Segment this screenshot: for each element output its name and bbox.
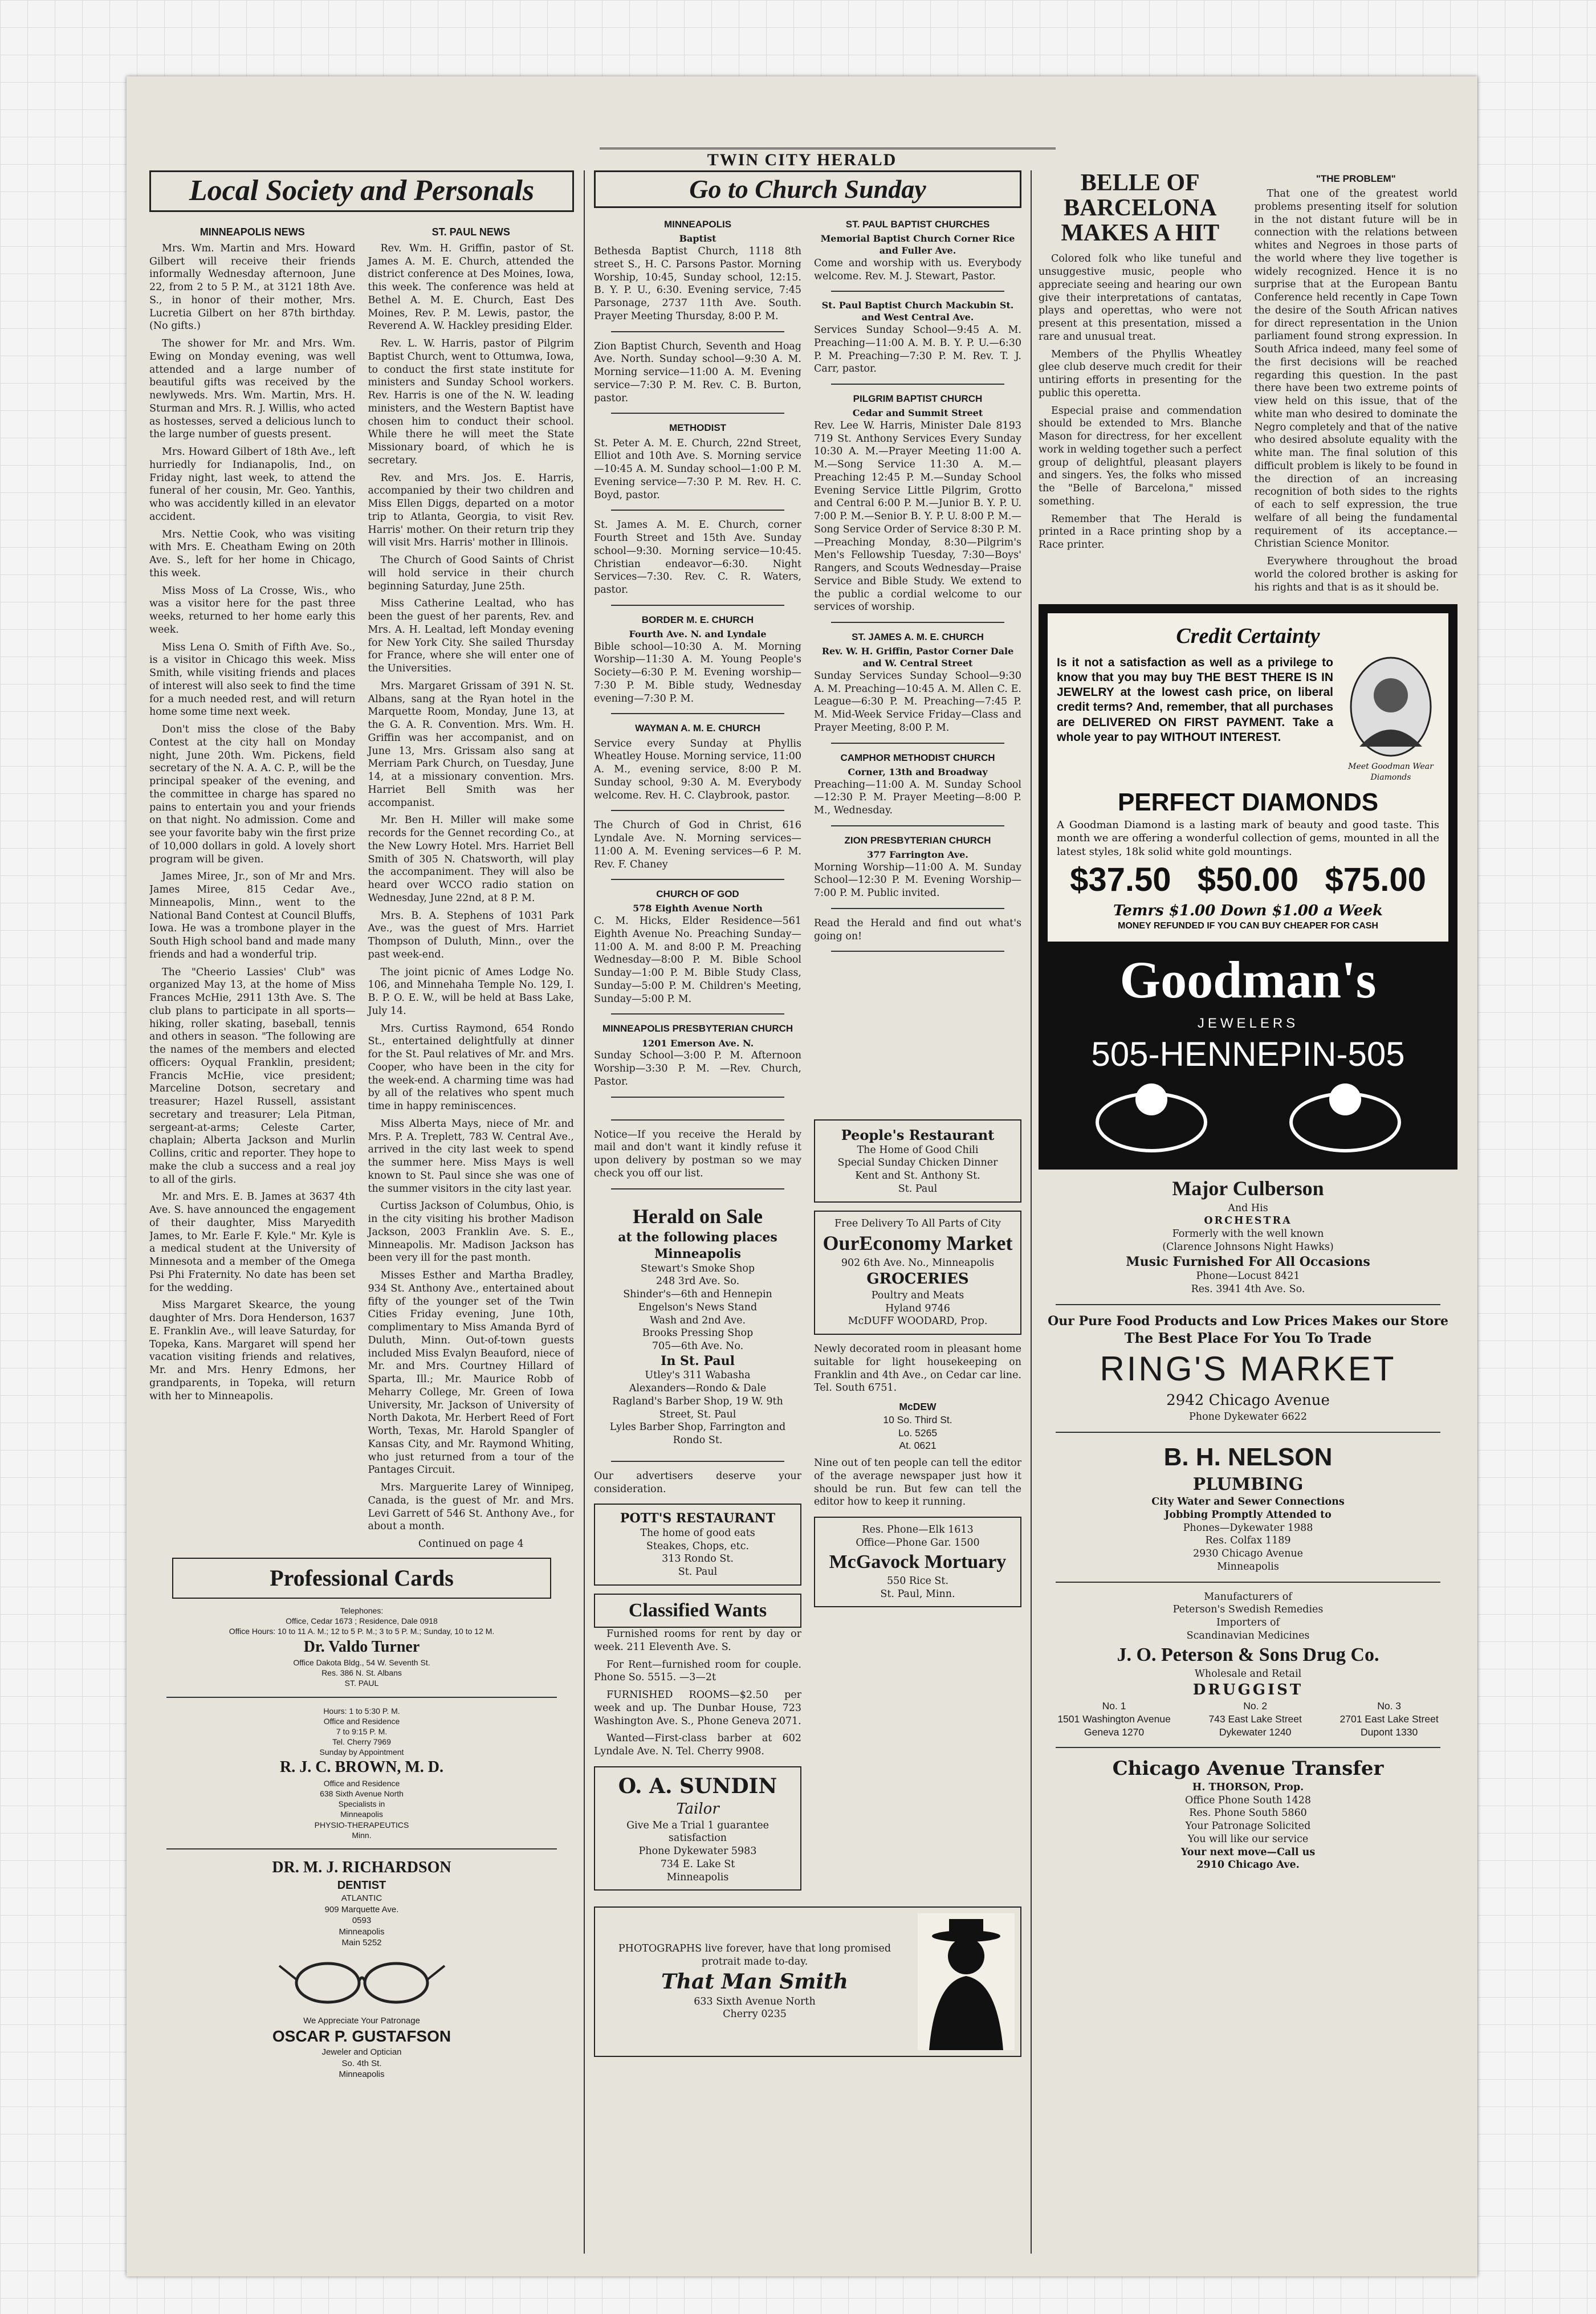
church-name: BORDER M. E. CHURCH [641,614,754,625]
divider [831,825,1004,826]
st-paul-churches [814,216,1021,1105]
church-name: WAYMAN A. M. E. CHURCH [635,723,760,734]
ad-line: So. 4th St. [341,2058,382,2068]
church-address: Baptist [679,233,716,245]
church-listing [814,834,1021,900]
ad-line: Phone—Locust 8421 [1196,1270,1300,1282]
ad-line: Your next move—Call us [1180,1846,1316,1858]
church-schedule: Sunday Services Sunday School—9:30 A. M. Preaching—10:45 A. M. Allen C. E. League—6:30 P. M. Preaching—7:45 P. M. Mid-Week Service Friday—Class and Prayer Meeting, 8:00 P. M. [814,670,1021,734]
chicago-transfer-ad [1039,1756,1457,1872]
store-p: Geneva 1270 [1084,1726,1145,1738]
ad-line: People's Restaurant [841,1126,995,1143]
ad-line: Office Dakota Bldg., 54 W. Seventh St. [293,1657,430,1667]
church-listing [814,917,1021,943]
store-p: Dykewater 1240 [1219,1726,1292,1738]
church-name: METHODIST [669,422,727,434]
divider [611,510,784,511]
ad-line: 2930 Chicago Avenue [1193,1548,1303,1560]
divider [831,951,1004,952]
news-item: Rev. L. W. Harris, pastor of Pilgrim Baptist Church, went to Ottumwa, Iowa, to conduct the first state institute for ministers and Sunday School workers. Rev. Harris is one of the N. W. leading ministers, and the Western Baptist have chosen him to conduct their school. While there he will meet the State Missionary board, of which he is secretary. [368,338,574,466]
ad-line: City Water and Sewer Connections [1151,1496,1345,1508]
ad-line: Hyland 9746 [885,1302,950,1314]
news-item: The "Cheerio Lassies' Club" was organized May 13, at the home of Miss Frances McHie, 2911 13th Ave. S. The club plans to participate in all sports—hiking, roller skating, baseball, tennis and others in season. "The following are the names of the members and elected officers: Oyqual Franklin, president; Francis McHie, vice president; Marceline Dotson, secretary and treasurer; Hazel Russell, assistant secretary and treasurer; Lela Pitman, sergeant-at-arms; Celeste Carter, chaplain; Alberta Jackson and Murlin Collins, critic and reporter. They hope to make the club a success and a real joy to all of the girls. [149,966,356,1185]
jewelers-label: JEWELERS [1197,1015,1299,1031]
rings-market-ad [1039,1313,1457,1424]
ad-line: DRUGGIST [1192,1681,1304,1698]
ad-line: Herald on Sale [632,1204,763,1228]
store-location [1208,1700,1301,1738]
ad-line: The home of good eats [640,1527,755,1539]
ad-line: OSCAR P. GUSTAFSON [272,2027,451,2046]
church-address: Fourth Ave. N. and Lyndale [629,628,767,639]
ad-line: St. Paul [898,1183,938,1195]
ad-line: Importers of [1216,1617,1280,1629]
ad-line: 705—6th Ave. No. [652,1341,744,1352]
ad-line: Office and Residence [323,1778,400,1788]
article-paragraph: Especial praise and commendation should be extended to Mrs. Blanche Mason for directress, for her excellent work in welding together such a perfect group of delightful, pleasant players and singers. Yes, the folks who missed the "Belle of Barcelona," missed something. [1039,405,1242,507]
ad-line: ATLANTIC [341,1893,382,1904]
ad-line: St. Paul [678,1566,718,1578]
ad-line: Kent and St. Anthony St. [855,1170,980,1182]
ad-line: Tailor [676,1800,719,1818]
ad-line: Stewart's Smoke Shop [640,1262,755,1274]
ad-line: DR. M. J. RICHARDSON [272,1858,451,1876]
church-schedule: C. M. Hicks, Elder Residence—561 Eighth Avenue No. Preaching Sunday—11:00 A. M. and 8:00 P. M. Preaching Wednesday—8:00 P. M. Bible School Sunday—1:00 P. M. Bible Study Class, Sunday—5:00 P. M. Children's Meeting, Sunday—5:00 P. M. [594,915,801,1005]
ad-line: 638 Sixth Avenue North [320,1789,404,1799]
ad-line: And His [1228,1202,1268,1214]
ad-line: Peterson's Swedish Remedies [1172,1604,1324,1616]
ad-line: Res. Phone South 5860 [1189,1807,1307,1819]
ad-line: Hours: 1 to 5:30 P. M. [323,1706,400,1716]
church-schedule: St. Peter A. M. E. Church, 22nd Street, Elliot and 10th Ave. S. Morning service—10:45 A. M. Sunday school—1:00 P. M. Evening service—7:30 P. M. Rev. H. C. Boyd, pastor. [594,437,801,501]
church-listing [594,614,801,706]
ad-line: B. H. NELSON [1163,1443,1333,1471]
ring-icons [1048,1077,1448,1160]
classified-item: FURNISHED ROOMS—$2.50 per week and up. The Dunbar House, 723 Washington Ave. S., Phone Geneva 2071. [594,1689,801,1727]
section-heading: ST. PAUL NEWS [431,226,510,238]
church-listing [814,631,1021,734]
news-item: Mr. Ben H. Miller will make some records for the Gennet recording Co., at the New Lowry Hotel. Mrs. Harriet Bell Smith of 305 N. Chatsworth, will play the accompaniment. They will also be heard over WCCO radio station on Wednesday, June 22nd, at 8 P. M. [368,814,574,904]
church-schedule: Come and worship with us. Everybody welcome. Rev. M. J. Stewart, Pastor. [814,257,1021,282]
ad-line: 902 6th Ave. No., Minneapolis [841,1257,995,1269]
church-listing [814,393,1021,614]
news-item: Misses Esther and Martha Bradley, 934 St. Anthony Ave., entertained about fifty of the younger set of the Twin Cities Friday evening, June 10th, complimentary to Miss Amanda Byrd of Duluth, Minn. Out-of-town guests included Miss Evalyn Beauford, niece of Mr. and Mrs. Courtney Hillard of Sparta, Ill.; Mr. Maurice Robb of Meharry College, Mr. Green of Iowa University, Mr. Jackson of University of North Dakota, Mr. Herbert Reed of Fort Worth, Texas, Mr. Harold Spangler of Kansas City, and Mr. Raymond Whiting, who just returned from a tour of the Pantages Circuit. [368,1270,574,1476]
ad-line: PHOTOGRAPHS live forever, have that long promised protrait made to-day. [618,1943,891,1968]
ad-line: 633 Sixth Avenue North [694,1995,816,2007]
news-item: Miss Lena O. Smith of Fifth Ave. So., is a visitor in Chicago this week. Miss Smith, while visiting friends and places of interest will also seek to find the time for a much needed rest, and will return home some time next week. [149,641,356,718]
ad-line: McDEW [899,1401,937,1413]
ad-line: Cherry 0235 [723,2009,787,2020]
church-address: 1201 Emerson Ave. N. [641,1037,754,1049]
ad-line: PLUMBING [1192,1474,1304,1495]
minneapolis-news [149,220,356,1551]
news-item: Mrs. Margaret Grissam of 391 N. St. Albans, sang at the Ryan hotel in the Marquette Room, Monday, June 13, at the G. A. R. Convention. Mrs. Wm. H. Griffin was her accompanist, and on June 13, Mrs. Grissam also sang at Merriam Park Church, on Tuesday, June 14, at a missionary convention. Mrs. Harriet Bell Smith was her accompanist. [368,680,574,809]
ad-line: Major Culberson [1172,1176,1324,1200]
news-item: Mrs. Marguerite Larey of Winnipeg, Canada, is the guest of Mr. and Mrs. Levi Garrett of 546 St. Anthony Ave., for about a month. [368,1482,574,1533]
ad-line: Minneapolis [339,1926,385,1937]
ad-line: Minneapolis [654,1246,742,1261]
divider [831,622,1004,623]
news-item: The joint picnic of Ames Lodge No. 106, and Minnehaha Temple No. 129, I. B. P. O. E. W., will be held at Bass Lake, July 14. [368,966,574,1017]
ad-line: 0593 [352,1916,372,1926]
culberson-orchestra-ad [1039,1175,1457,1296]
church-listing [594,519,801,597]
church-schedule: Rev. Lee W. Harris, Minister Dale 8193 719 St. Anthony Services Every Sunday 10:30 A. M.—Prayer Meeting 11:00 A. M.—Song Service 11:30 A. M.—Preaching 12:45 P. M.—Sunday School Evening Service Little Pilgrim, Grotto and Central 6:00 P. M.—Junior B. Y. P. U. 7:00 P. M.—Senior B. Y. P. U. 8:00 P. M.—Song Service Order of Service 8:30 P. M.—Preaching Monday, 8:30—Pilgrim's Men's Fellowship Tuesday, 7:30—Boys' Rangers, and Scouts Wednesday—Praise Service and Bible Study. We extend to the public a cordial welcome to our services of worship. [814,419,1021,613]
mcdew-ad [814,1400,1021,1452]
st-paul-news [368,220,575,1551]
price-tag: $75.00 [1325,861,1426,899]
man-silhouette-icon [918,1913,1015,2050]
store-a: 1501 Washington Avenue [1057,1713,1171,1725]
ad-line: 10 So. Third St. [883,1413,952,1425]
ad-line: Jeweler and Optician [321,2047,402,2058]
church-name: MINNEAPOLIS PRESBYTERIAN CHURCH [602,1023,793,1034]
ad-line: Jobbing Promptly Attended to [1165,1509,1332,1521]
ad-line: ST. PAUL [344,1679,379,1688]
herald-on-sale-ad [594,1197,801,1453]
ad-line: McGavock Mortuary [829,1551,1007,1572]
article-paragraph: Members of the Phyllis Wheatley glee club deserve much credit for their untiring efforts in presenting for the public this operetta. [1039,348,1242,399]
ad-line: Phone Dykewater 6622 [1189,1411,1307,1423]
ad-line: Utley's 311 Wabasha [645,1370,751,1382]
ad-line: J. O. Peterson & Sons Drug Co. [1117,1644,1379,1665]
eyeglasses-icon [149,1954,574,2010]
ad-line: The Best Place For You To Trade [1124,1330,1372,1347]
editor-note: Nine out of ten people can tell the editor of the average newspaper just how it should be run. But few can tell the editor how to keep it running. [814,1457,1021,1508]
ad-line: Brooks Pressing Shop [642,1327,754,1339]
professional-cards-heading: Professional Cards [172,1558,551,1599]
news-item: Miss Moss of La Crosse, Wis., who was a visitor here for the past three weeks, returned to her home early this week. [149,585,356,635]
church-listing [814,300,1021,376]
article-paragraph: Colored folk who like tuneful and unsuggestive music, people who appreciate seeing and hearing our own give their interpretations of cantatas, plays and operettas, who were not present at this presentation, missed a rare and unusual treat. [1039,253,1242,343]
church-listing [594,422,801,502]
ad-line: Phones—Dykewater 1988 [1183,1522,1313,1534]
portrait-icon [1348,655,1434,758]
ad-line: 909 Marquette Ave. [324,1904,399,1914]
church-listing [814,218,1021,283]
ad-line: OurEconomy Market [823,1232,1013,1255]
church-name: PILGRIM BAPTIST CHURCH [853,393,983,405]
news-item: Mrs. Nettie Cook, who was visiting with Mrs. E. Cheatham Ewing on 20th Ave. S., left for her home in Chicago, this week. [149,528,356,579]
church-schedule: Services Sunday School—9:45 A. M. Preaching—11:00 A. M. B. Y. P. U.—6:30 P. M. Preaching—7:30 P. M. Rev. T. J. Carr, pastor. [814,324,1021,375]
church-listing [594,1022,801,1088]
ad-line: Dr. Valdo Turner [303,1637,420,1656]
ad-line: Office Hours: 10 to 11 A. M.; 12 to 5 P. M.; 3 to 5 P. M.; Sunday, 10 to 12 M. [229,1627,495,1636]
classified-item: Furnished rooms for rent by day or week. 211 Eleventh Ave. S. [594,1628,801,1653]
ad-line: Special Sunday Chicken Dinner [837,1157,998,1169]
section-heading: MINNEAPOLIS NEWS [199,226,305,238]
photographer-ad [594,1906,1021,2057]
ad-line: 313 Rondo St. [662,1553,734,1565]
society-heading: Local Society and Personals [149,170,574,212]
ad-line: Minneapolis [1217,1561,1279,1572]
news-item: Curtiss Jackson of Columbus, Ohio, is in the city visiting his brother Madison Jackson, 2003 Franklin Ave. S. E., Minneapolis. Mr. Madison Jackson has been very ill for the past month. [368,1200,574,1264]
ad-line: ORCHESTRA [1204,1215,1292,1227]
divider [611,713,784,714]
church-schedule: Preaching—11:00 A. M. Sunday School—12:30 P. M. Prayer Meeting—8:00 P. M., Wednesday. [814,779,1021,817]
church-name: ST. JAMES A. M. E. CHURCH [852,632,984,643]
divider [611,810,784,811]
column-divider [1031,170,1032,2254]
ad-line: The Home of Good Chili [857,1144,979,1156]
church-column [594,170,1021,2065]
church-listing [594,888,801,1005]
room-ad: Newly decorated room in pleasant home suitable for light housekeeping on Franklin and 4th Ave., on Cedar car line. Tel. South 6751. [814,1343,1021,1394]
divider [611,605,784,606]
news-item: Rev. Wm. H. Griffin, pastor of St. James A. M. E. Church, attended the district conference at Des Moines, Iowa, this week. The conference was held at Bethel A. M. E. Church, East Des Moines, Rev. P. M. Lewis, pastor, the Reverend A. W. Hackley presiding Elder. [368,242,574,332]
ad-line: O. A. SUNDIN [618,1774,777,1798]
ad-line: R. J. C. BROWN, M. D. [280,1758,443,1777]
ad-line: Free Delivery To All Parts of City [834,1217,1001,1229]
card-turner [149,1606,574,1689]
advertisers-note: Our advertisers deserve your consideration. [594,1470,801,1495]
ad-line: At. 0621 [899,1440,937,1452]
card-richardson [149,1857,574,1949]
ad-line: Res. 3941 4th Ave. So. [1191,1283,1305,1295]
price-row [1057,858,1439,901]
church-address: Cedar and Summit Street [852,408,983,419]
ad-line: Office—Phone Gar. 1500 [856,1537,980,1549]
ad-line: We Appreciate Your Patronage [303,2015,420,2026]
store-n: No. 1 [1102,1700,1126,1712]
store-location [1340,1700,1439,1738]
continued-note: Continued on page 4 [418,1538,524,1550]
nelson-plumbing-ad [1039,1441,1457,1574]
divider [611,1013,784,1015]
goodman-jewelers-ad [1039,604,1457,1169]
ad-line: RING'S MARKET [1100,1350,1396,1388]
ad-line: Ragland's Barber Shop, 19 W. 9th Street, St. Paul [612,1395,783,1420]
church-heading: Go to Church Sunday [594,170,1021,208]
masthead: TWIN CITY HERALD [707,150,897,169]
store-p: Dupont 1330 [1360,1726,1418,1738]
classified-list [594,1628,801,1758]
article-paragraph: That one of the greatest world problems presenting itself for solution in the not distant future will be in connection with the relations between whites and Negroes in those parts of the world where they live together is widely recognized. Hence it is no surprise that at the European Bantu Conference held recently in Cape Town the desire of the South African natives for direct representation in the Union parliament found strong expression. In South Africa indeed, many feel some of the first decisions will be reached regarding this question. In the past there have been two extreme points of view held on this issue, that of the white man who desired to dominate the Negro completely and that of the native who desired absolute equality with the white man. The final solution of this difficult problem is likely to be found in the direction of an increasing recognition of both sides to the rights of each to self expression, the true welfare of all being the fundamental requirement of its acceptance.—Christian Science Monitor. [1254,188,1457,550]
news-item: Mrs. Wm. Martin and Mrs. Howard Gilbert will receive their friends informally Wednesday afternoon, June 22, from 2 to 5 P. M., at 3121 18th Ave. S., in honor of their mother, Mrs. Lucretia Gilbert on her 87th birthday. (No gifts.) [149,242,356,332]
newspaper-page [127,76,1477,2276]
credit-body: Is it not a satisfaction as well as a privilege to know that you may buy THE BEST THERE IS IN JEWELRY at the lowest cash price, on liberal credit terms? And, remember, that all purchases are DELIVERED ON FIRST PAYMENT. Take a whole year to pay WITHOUT INTEREST. [1057,655,1333,744]
classified-item: For Rent—furnished room for couple. Phone So. 5515. —3—2t [594,1659,801,1684]
credit-terms: Temrs $1.00 Down $1.00 a Week [1113,902,1383,919]
ad-line: In St. Paul [661,1353,735,1368]
belle-heading: BELLE OF BARCELONA MAKES A HIT [1061,170,1220,247]
church-address: Memorial Baptist Church Corner Rice and Fuller Ave. [820,233,1015,256]
church-name: MINNEAPOLIS [663,219,732,230]
church-address: 578 Eighth Avenue North [633,903,763,914]
ad-line: Our Pure Food Products and Low Prices Makes our Store [1048,1313,1448,1329]
divider [611,1097,784,1098]
divider [831,384,1004,385]
news-item: Don't miss the close of the Baby Contest at the city hall on Monday night, June 20th. Wm. Pickens, field secretary of the N. A. A. C. P., will be the principal speaker of the evening, and the committee in charge has spared no pains to entertain you and your friends on that night. No admission. Come and see your favorite baby win the first prize of 10,000 dollars in gold. A lovely short program will be given. [149,724,356,865]
ad-line: Give Me a Trial 1 guarantee satisfaction [626,1819,769,1844]
ad-line: Lyles Barber Shop, Farrington and Rondo St. [609,1421,786,1447]
ad-line: 7 to 9:15 P. M. [336,1726,388,1736]
problem-heading: "THE PROBLEM" [1316,173,1396,184]
ad-line: Minneapolis [666,1871,729,1883]
ad-line: Telephones: [340,1606,384,1615]
church-schedule: Zion Baptist Church, Seventh and Hoag Ave. North. Sunday school—9:30 A. M. Morning service—11:00 A. M. Evening service—7:30 P. M. Rev. C. B. Burton, pastor. [594,340,801,404]
ad-line: Office, Cedar 1673 ; Residence, Dale 0918 [286,1616,438,1626]
classified-heading: Classified Wants [594,1594,801,1628]
card-gustafson [149,2015,574,2080]
ad-line: H. THORSON, Prop. [1192,1781,1304,1793]
drug-store-list [1039,1700,1457,1738]
ad-line: You will like our service [1187,1833,1309,1845]
society-column [149,170,574,2080]
news-item: Miss Alberta Mays, niece of Mr. and Mrs. P. A. Treplett, 783 W. Central Ave., arrived in the city last week to spend the summer here. Miss Mays is well known to St. Paul since she was one of the summer visitors in the city last year. [368,1118,574,1195]
church-schedule: Service every Sunday at Phyllis Wheatley House. Morning service, 11:00 A. M., evening service, 8:00 P. M. Sunday school, 9:30 A. M. Everybody welcome. Rev. H. C. Claybrook, pastor. [594,738,801,801]
store-a: 2701 East Lake Street [1339,1713,1439,1725]
credit-certainty-title: Credit Certainty [1176,624,1320,649]
divider [611,879,784,880]
church-name: ZION PRESBYTERIAN CHURCH [844,834,991,846]
ad-line: Phone Dykewater 5983 [638,1846,757,1857]
ad-line: Formerly with the well known [1172,1228,1324,1240]
price-tag: $37.50 [1070,861,1171,899]
diamonds-desc: A Goodman Diamond is a lasting mark of beauty and good taste. This month we are offering a wonderful collection of gems, mounted in all the latest styles, 18k solid white gold mountings. [1057,819,1439,858]
store-a: 743 East Lake Street [1208,1713,1302,1725]
ad-line: Office and Residence [323,1716,400,1726]
divider [831,908,1004,909]
ad-line: at the following places [618,1230,777,1245]
price-tag: $50.00 [1197,861,1299,899]
ad-line: Minneapolis [340,1810,383,1819]
ad-line: 734 E. Lake St [660,1858,735,1870]
card-brown [149,1706,574,1840]
church-schedule: Bible school—10:30 A. M. Morning Worship—11:30 A. M. Young People's Society—6:30 P. M. Evening worship—7:30 P. M. Bible study, Wednesday evening—7:30 P. M. [594,641,801,704]
news-item: Mr. and Mrs. E. B. James at 3637 4th Ave. S. have announced the engagement of their daughter, Miss Maryedith James, to Mr. Earle F. Kyle." Mr. Kyle is a medical student at the University of Minnesota and a member of the Omega Psi Phi Fraternity. No date has been set for the wedding. [149,1191,356,1294]
ad-line: Manufacturers of [1204,1591,1292,1603]
peoples-restaurant-ad [814,1119,1021,1203]
economy-market-ad [814,1211,1021,1335]
ad-line: Tel. Cherry 7969 [332,1737,391,1747]
church-schedule: Bethesda Baptist Church, 1118 8th street S., H. C. Parsons Pastor. Morning Worship, 10:45, Sunday school, 12:15. B. Y. P. U., 6:30. Evening service, 7:45 Parsonage, 2737 11th Ave. South. Prayer Meeting Thursday, 8:00 P. M. [594,246,801,322]
church-address: Corner, 13th and Broadway [848,766,988,777]
potts-restaurant-ad [594,1504,801,1586]
ad-line: Your Patronage Solicited [1185,1820,1311,1832]
refund-note: MONEY REFUNDED IF YOU CAN BUY CHEAPER FOR CASH [1118,921,1378,931]
ad-line: Sunday by Appointment [319,1747,404,1757]
news-item: Miss Catherine Lealtad, who has been the guest of her parents, Rev. and Mrs. A. H. Lealtad, left Monday evening for New York City. She sailed Thursday for France, where she will enter one of the Universities. [368,598,574,675]
church-schedule: St. James A. M. E. Church, corner Fourth Street and 15th Ave. Sunday school—9:30. Morning service—10:45. Christian endeavor—6:30. Night Services—7:30. Rev. C. R. Waters, pastor. [594,519,801,596]
goodmans-logo: Goodman's [1119,951,1377,1009]
ad-line: Office Phone South 1428 [1184,1794,1312,1806]
ad-line: PHYSIO-THERAPEUTICS [314,1820,409,1830]
masthead-rule [600,148,1056,149]
divider [831,743,1004,744]
right-column [1039,170,1457,1872]
ad-line: Chicago Avenue Transfer [1112,1757,1384,1780]
church-name: ST. PAUL BAPTIST CHURCHES [845,219,990,230]
store-n: No. 2 [1243,1700,1268,1712]
ad-line: Minn. [352,1830,372,1840]
divider [831,291,1004,292]
church-name: CAMPHOR METHODIST CHURCH [840,752,995,763]
church-schedule: Sunday School—3:00 P. M. Afternoon Worship—3:30 P. M. —Rev. Church, Pastor. [594,1050,801,1087]
church-address: St. Paul Baptist Church Mackubin St. and West Central Ave. [821,300,1014,323]
divider [611,413,784,414]
article-paragraph: Everywhere throughout the broad world the colored brother is asking for his rights and that is as it should be. [1254,556,1457,593]
ad-line: Main 5252 [341,1938,382,1948]
church-listing [594,819,801,871]
ad-line: Alexanders—Rondo & Dale [629,1383,767,1395]
ad-line: McDUFF WOODARD, Prop. [848,1315,988,1327]
ad-line: That Man Smith [661,1969,848,1994]
ad-line: 2942 Chicago Avenue [1166,1392,1330,1409]
news-item: Rev. and Mrs. Jos. E. Harris, accompanied by their two children and Miss Ellen Diggs, departed on a motor trip to Atlanta, Georgia, to visit Rev. Harris' mother. On their return trip they will visit Mrs. Harris' mother in Illinois. [368,472,574,549]
church-listing [594,722,801,802]
church-schedule: The Church of God in Christ, 616 Lyndale Ave. N. Morning services—11:00 A. M. Evening services—6 P. M. Rev. F. Chaney [594,820,801,870]
church-name: CHURCH OF GOD [656,889,739,900]
ad-line: Wash and 2nd Ave. [649,1314,746,1326]
ad-line: POTT'S RESTAURANT [620,1511,776,1526]
article-paragraph: Remember that The Herald is printed in a Race printing shop by a Race printer. [1039,513,1242,551]
ad-line: 248 3rd Ave. So. [656,1276,740,1288]
ad-line: Res. Phone—Elk 1613 [862,1524,974,1536]
mcgavock-mortuary-ad [814,1517,1021,1607]
ad-line: 2910 Chicago Ave. [1196,1859,1300,1871]
church-schedule: Read the Herald and find out what's going on! [814,917,1021,942]
church-listing [814,752,1021,817]
classified-item: Wanted—First-class barber at 602 Lyndale Ave. N. Tel. Cherry 9908. [594,1733,801,1758]
church-listing [594,340,801,405]
sundin-tailor-ad [594,1766,801,1891]
news-item: The shower for Mr. and Mrs. Wm. Ewing on Monday evening, was well attended and a large number of beautiful gifts was received by the newlyweds. Mrs. Wm. Martin, Mrs. H. Sturman and Mrs. R. J. Willis, who acted as hostesses, served a delicious lunch to the large number of guests present. [149,338,356,441]
news-item: Mrs. Curtiss Raymond, 654 Rondo St., entertained delightfully at dinner for the St. Paul relatives of Mr. and Mrs. Cooper, who have been in the city for the week-end. A charming time was had by all of the relatives who spent much time in happy reminiscences. [368,1022,574,1113]
ad-line: Poultry and Meats [871,1289,964,1301]
ad-line: Music Furnished For All Occasions [1126,1254,1370,1269]
ad-line: (Clarence Johnsons Night Hawks) [1162,1241,1334,1253]
ad-line: Lo. 5265 [898,1427,938,1439]
ad-line: Engelson's News Stand [638,1301,758,1313]
ad-line: Shinder's—6th and Hennepin [623,1289,772,1301]
ad-line: 550 Rice St. [886,1575,949,1587]
news-item: Mrs. Howard Gilbert of 18th Ave., left hurriedly for Indianapolis, Ind., on Friday night, last week, to attend the funeral of her cousin, Mr. Geo. Yanthis, who was accidently killed in an elevator accident. [149,446,356,523]
ad-line: Scandinavian Medicines [1186,1629,1310,1641]
ad-line: Steakes, Chops, etc. [646,1540,750,1552]
news-item: Miss Margaret Skearce, the young daughter of Mrs. Dora Henderson, 1637 E. Franklin Ave., will leave Saturday, for Topeka, Kans. Margaret will spend her vacation visiting friends and relatives, Mr. and Mrs. Henry Edmons, her grandparents, in Topeka, will return with her to Minneapolis. [149,1299,356,1402]
ad-line: St. Paul, Minn. [880,1588,955,1600]
church-address: 377 Farrington Ave. [867,849,968,860]
ad-line: DENTIST [337,1879,386,1892]
ad-line: Res. Colfax 1189 [1205,1535,1291,1547]
store-location [1057,1700,1171,1738]
divider [611,331,784,332]
notice: Notice—If you receive the Herald by mail and don't want it kindly refuse it upon delivery by postman so we may check you off our list. [594,1129,801,1179]
news-item: James Miree, Jr., son of Mr and Mrs. James Miree, 815 Cedar Ave., Minneapolis, Minn., went to the National Band Contest at Council Bluffs, Iowa. He was a trombone player in the South High school band and made many friends and had a wonderful trip. [149,871,356,960]
news-item: Mrs. B. A. Stephens of 1031 Park Ave., was the guest of Mrs. Harriet Thompson of Duluth, Minn., over the past week-end. [368,910,574,960]
goodman-address: 505-HENNEPIN-505 [1091,1034,1405,1073]
peterson-drug-ad [1039,1591,1457,1700]
ad-line: Specialists in [338,1799,385,1809]
store-n: No. 3 [1377,1700,1402,1712]
ad-line: GROCERIES [866,1270,969,1288]
column-divider [584,170,585,2254]
church-listing [594,218,801,323]
church-schedule: Morning Worship—11:00 A. M. Sunday School—12:30 P. M. Evening Worship—7:00 P. M. Public invited. [814,861,1021,899]
diamonds-headline: PERFECT DIAMONDS [1117,788,1379,816]
church-address: Rev. W. H. Griffin, Pastor Corner Dale and W. Central Street [821,646,1014,669]
ad-line: Minneapolis [339,2069,385,2080]
ad-line: Wholesale and Retail [1194,1668,1302,1680]
news-item: The Church of Good Saints of Christ will hold service in their church beginning Saturday, June 25th. [368,555,574,592]
ad-line: Res. 386 N. St. Albans [321,1668,402,1678]
portrait-caption: Meet Goodman Wear Diamonds [1348,762,1434,782]
minneapolis-churches [594,216,801,1105]
